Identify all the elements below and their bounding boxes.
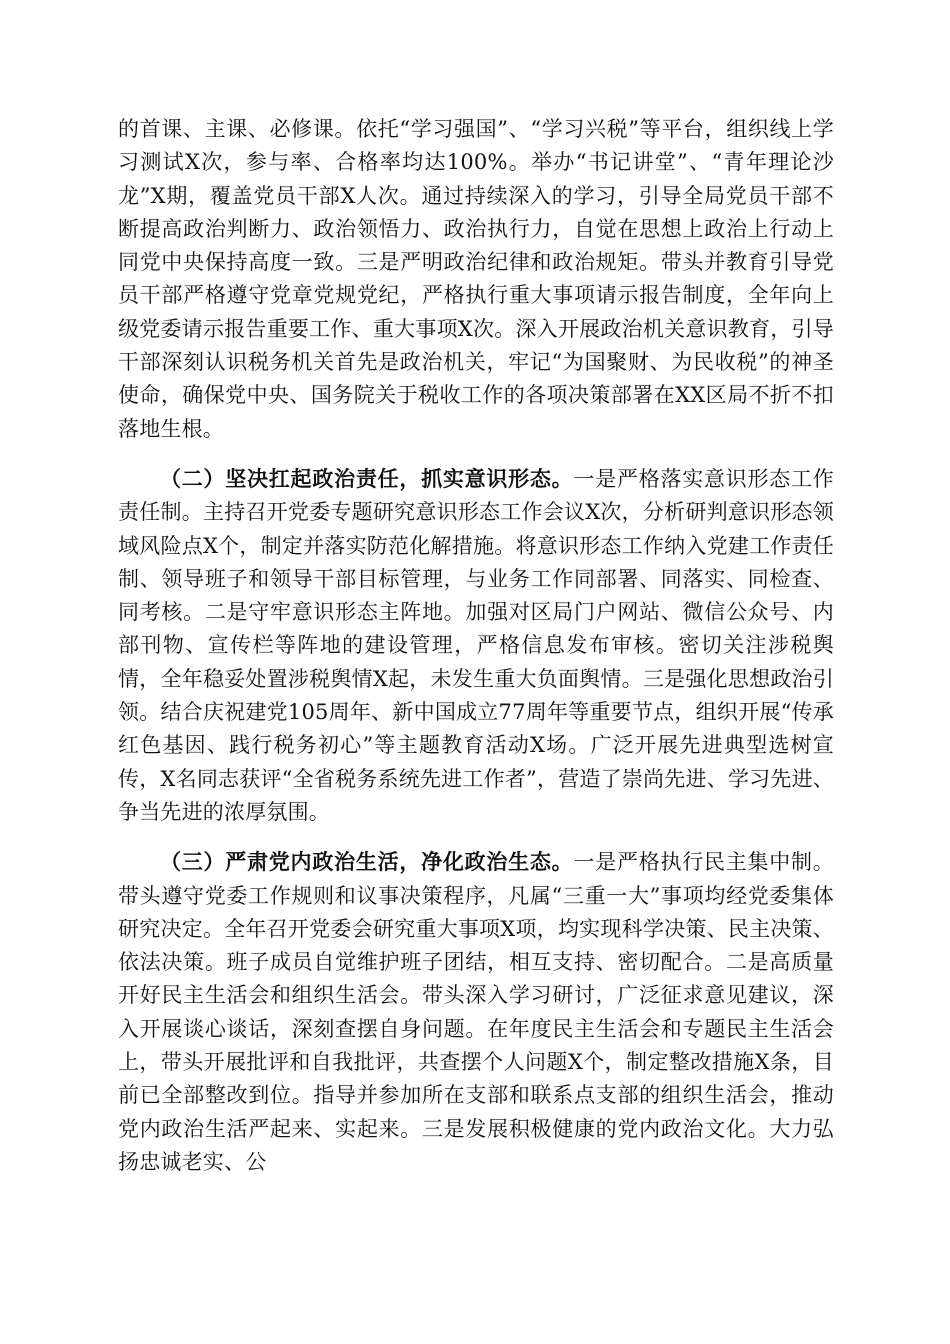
paragraph-3: [118, 845, 834, 1179]
document-page: [118, 112, 834, 1179]
paragraph-2: [118, 462, 834, 829]
paragraph-3-body: 一是严格执行民主集中制。带头遵守党委工作规则和议事决策程序，凡属“三重一大”事项均经党委集体研究决定。全年召开党委会研究重大事项X项，均实现科学决策、民主决策、依法决策。班子成员自觉维护班子团结，相互支持、密切配合。二是高质量开好民主生活会和组织生活会。带头深入学习研讨，广泛征求意见建议，深入开展谈心谈话，深刻查摆自身问题。在年度民主生活会和专题民主生活会上，带头开展批评和自我批评，共查摆个人问题X个，制定整改措施X条，目前已全部整改到位。指导并参加所在支部和联系点支部的组织生活会，推动党内政治生活严起来、实起来。三是发展积极健康的党内政治文化。大力弘扬忠诚老实、公: [118, 850, 834, 1174]
paragraph-2-heading: （二）坚决扛起政治责任，抓实意识形态。: [160, 465, 574, 491]
paragraph-1: [118, 112, 834, 446]
paragraph-2-body: 一是严格落实意识形态工作责任制。主持召开党委专题研究意识形态工作会议X次，分析研判意识形态领域风险点X个，制定并落实防范化解措施。将意识形态工作纳入党建工作责任制、领导班子和领导干部目标管理，与业务工作同部署、同落实、同检查、同考核。二是守牢意识形态主阵地。加强对区局门户网站、微信公众号、内部刊物、宣传栏等阵地的建设管理，严格信息发布审核。密切关注涉税舆情，全年稳妥处置涉税舆情X起，未发生重大负面舆情。三是强化思想政治引领。结合庆祝建党105周年、新中国成立77周年等重要节点，组织开展“传承红色基因、践行税务初心”等主题教育活动X场。广泛开展先进典型选树宣传，X名同志获评“全省税务系统先进工作者”，营造了崇尚先进、学习先进、争当先进的浓厚氛围。: [118, 466, 834, 824]
paragraph-1-body: 的首课、主课、必修课。依托“学习强国”、“学习兴税”等平台，组织线上学习测试X次，参与率、合格率均达100%。举办“书记讲堂”、“青年理论沙龙”X期，覆盖党员干部X人次。通过持续深入的学习，引导全局党员干部不断提高政治判断力、政治领悟力、政治执行力，自觉在思想上政治上行动上同党中央保持高度一致。三是严明政治纪律和政治规矩。带头并教育引导党员干部严格遵守党章党规党纪，严格执行重大事项请示报告制度，全年向上级党委请示报告重要工作、重大事项X次。深入开展政治机关意识教育，引导干部深刻认识税务机关首先是政治机关，牢记“为国聚财、为民收税”的神圣使命，确保党中央、国务院关于税收工作的各项决策部署在XX区局不折不扣落地生根。: [118, 117, 834, 441]
paragraph-3-heading: （三）严肃党内政治生活，净化政治生态。: [160, 849, 574, 875]
